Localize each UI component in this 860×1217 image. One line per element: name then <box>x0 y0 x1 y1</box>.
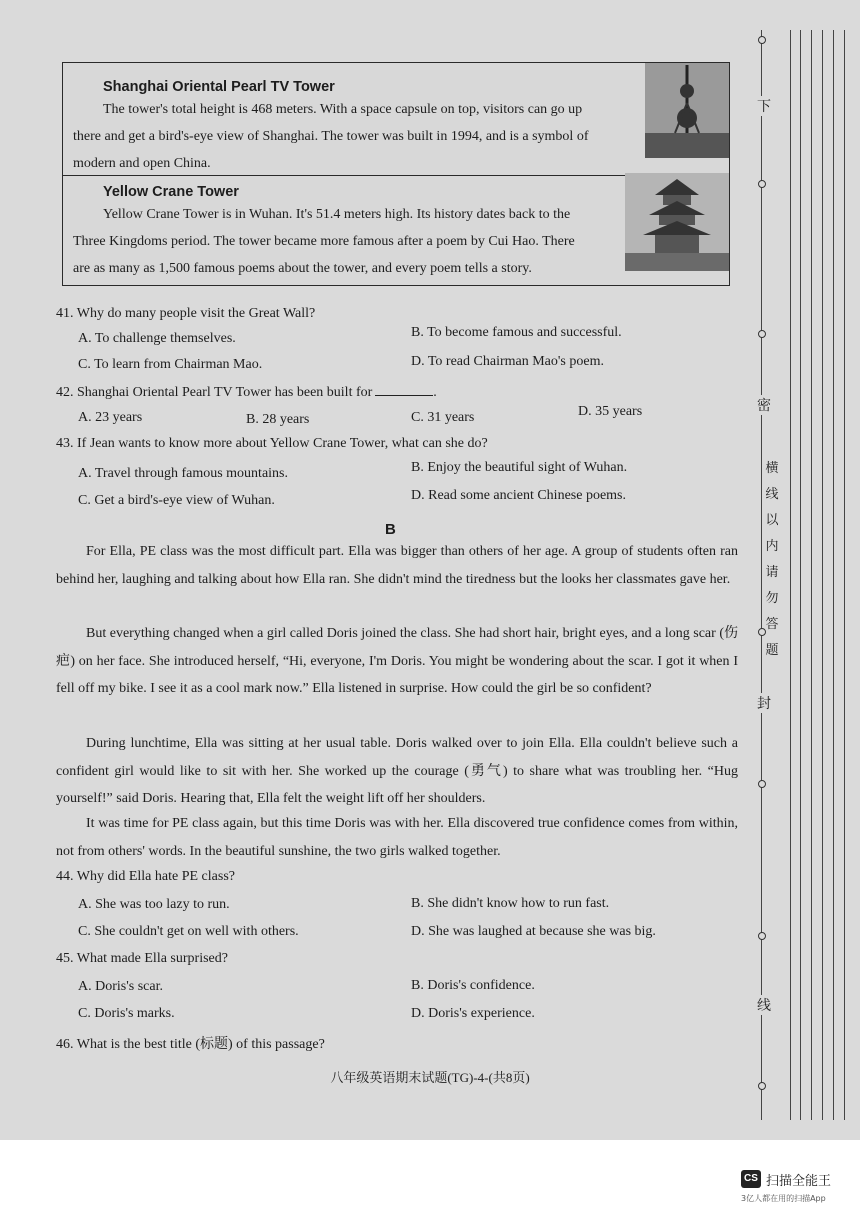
option-45-b: B. Doris's confidence. <box>411 978 535 993</box>
box-title: Shanghai Oriental Pearl TV Tower <box>103 79 335 95</box>
box-line: there and get a bird's-eye view of Shanghai. The tower was built in 1994, and is a symbol of <box>73 129 589 144</box>
option-43-b: B. Enjoy the beautiful sight of Wuhan. <box>411 460 628 475</box>
box-line: Three Kingdoms period. The tower became more famous after a poem by Cui Hao. There <box>73 234 575 249</box>
option-41-a: A. To challenge themselves. <box>78 331 236 346</box>
scanner-logo-icon: CS <box>741 1170 761 1188</box>
section-heading: B <box>385 521 396 538</box>
box-text <box>73 201 628 282</box>
option-44-a: A. She was too lazy to run. <box>78 897 230 912</box>
option-41-b: B. To become famous and successful. <box>411 325 622 340</box>
binding-hole <box>758 780 766 788</box>
yellow-crane-tower-photo <box>625 173 729 271</box>
binding-hole <box>758 330 766 338</box>
answer-line <box>811 30 812 1120</box>
box-line: Yellow Crane Tower is in Wuhan. It's 51.4 meters high. Its history dates back to the <box>103 207 571 222</box>
question-44: 44. Why did Ella hate PE class? <box>56 869 235 884</box>
question-41: 41. Why do many people visit the Great Wall? <box>56 306 316 321</box>
box-line: are as many as 1,500 famous poems about the tower, and every poem tells a story. <box>73 261 532 276</box>
box-title: Yellow Crane Tower <box>103 184 239 200</box>
box-line: The tower's total height is 468 meters. With a space capsule on top, visitors can go up <box>103 102 583 117</box>
passage-paragraph: During lunchtime, Ella was sitting at her usual table. Doris walked over to join Ella. Ella couldn't believe such a confident girl would like to sit with her. She worked up the courage (勇气) to share what was troubling her. “Hug yourself!” said Doris. Hearing that, Ella felt the weight lift off her shoulders. <box>56 736 738 806</box>
option-44-c: C. She couldn't get on well with others. <box>78 924 299 939</box>
question-42-end: . <box>433 385 437 400</box>
option-43-c: C. Get a bird's-eye view of Wuhan. <box>78 493 275 508</box>
option-42-a: A. 23 years <box>78 410 143 425</box>
pearl-tower-photo <box>645 63 729 158</box>
question-42 <box>56 385 437 401</box>
page-footer: 八年级英语期末试题(TG)-4-(共8页) <box>330 1070 530 1085</box>
binding-hole <box>758 36 766 44</box>
box-text <box>73 96 643 177</box>
tower-info-boxes <box>62 62 730 286</box>
binding-hole <box>758 932 766 940</box>
option-45-c: C. Doris's marks. <box>78 1006 175 1021</box>
passage-paragraph: For Ella, PE class was the most difficult part. Ella was bigger than others of her age. A group of students often ran behind her, laughing and talking about how Ella ran. She didn't mind the tiredness but the looks her classmates gave her. <box>56 544 738 587</box>
option-44-b: B. She didn't know how to run fast. <box>411 896 610 911</box>
side-label: 下 <box>757 96 771 116</box>
question-45: 45. What made Ella surprised? <box>56 951 228 966</box>
question-46: 46. What is the best title (标题) of this passage? <box>56 1037 325 1052</box>
answer-line <box>844 30 845 1120</box>
passage-paragraph: But everything changed when a girl called Doris joined the class. She had short hair, bright eyes, and a long scar (伤疤) on her face. She introduced herself, “Hi, everyone, I'm Doris. You might be wondering about the scar. I got it when I fell off my bike. I see it as a cool mark now.” Ella listened in surprise. How could the girl be so confident? <box>56 626 738 696</box>
binding-hole <box>758 180 766 188</box>
box-line: modern and open China. <box>73 156 211 171</box>
answer-line <box>833 30 834 1120</box>
info-box-pearl-tower <box>63 63 729 176</box>
scanner-app-name: 扫描全能王 <box>766 1174 832 1189</box>
answer-line <box>790 30 791 1120</box>
binding-hole <box>758 1082 766 1090</box>
option-42-d: D. 35 years <box>578 404 643 419</box>
option-42-c: C. 31 years <box>411 410 475 425</box>
answer-line <box>800 30 801 1120</box>
side-label: 线 <box>757 995 771 1015</box>
option-43-d: D. Read some ancient Chinese poems. <box>411 488 627 503</box>
info-box-yellow-crane-tower <box>63 176 729 285</box>
answer-blank <box>375 395 433 396</box>
question-43: 43. If Jean wants to know more about Yellow Crane Tower, what can she do? <box>56 436 488 451</box>
scanner-tagline: 3亿人都在用的扫描App <box>741 1194 826 1203</box>
no-answer-notice: 横 线 以 内 请 勿 答 题 <box>765 460 779 657</box>
option-44-d: D. She was laughed at because she was big. <box>411 924 656 939</box>
option-43-a: A. Travel through famous mountains. <box>78 466 288 481</box>
binding-line <box>761 30 762 1120</box>
question-42-stem: 42. Shanghai Oriental Pearl TV Tower has been built for <box>56 385 373 400</box>
passage-paragraph: It was time for PE class again, but this time Doris was with her. Ella discovered true confidence comes from within, not from others' words. In the beautiful sunshine, the two girls walked together. <box>56 816 738 859</box>
option-41-d: D. To read Chairman Mao's poem. <box>411 354 604 369</box>
option-45-d: D. Doris's experience. <box>411 1006 535 1021</box>
option-42-b: B. 28 years <box>246 412 310 427</box>
side-label: 密 <box>757 395 771 415</box>
option-41-c: C. To learn from Chairman Mao. <box>78 357 263 372</box>
side-label: 封 <box>757 693 771 713</box>
answer-line <box>822 30 823 1120</box>
option-45-a: A. Doris's scar. <box>78 979 163 994</box>
